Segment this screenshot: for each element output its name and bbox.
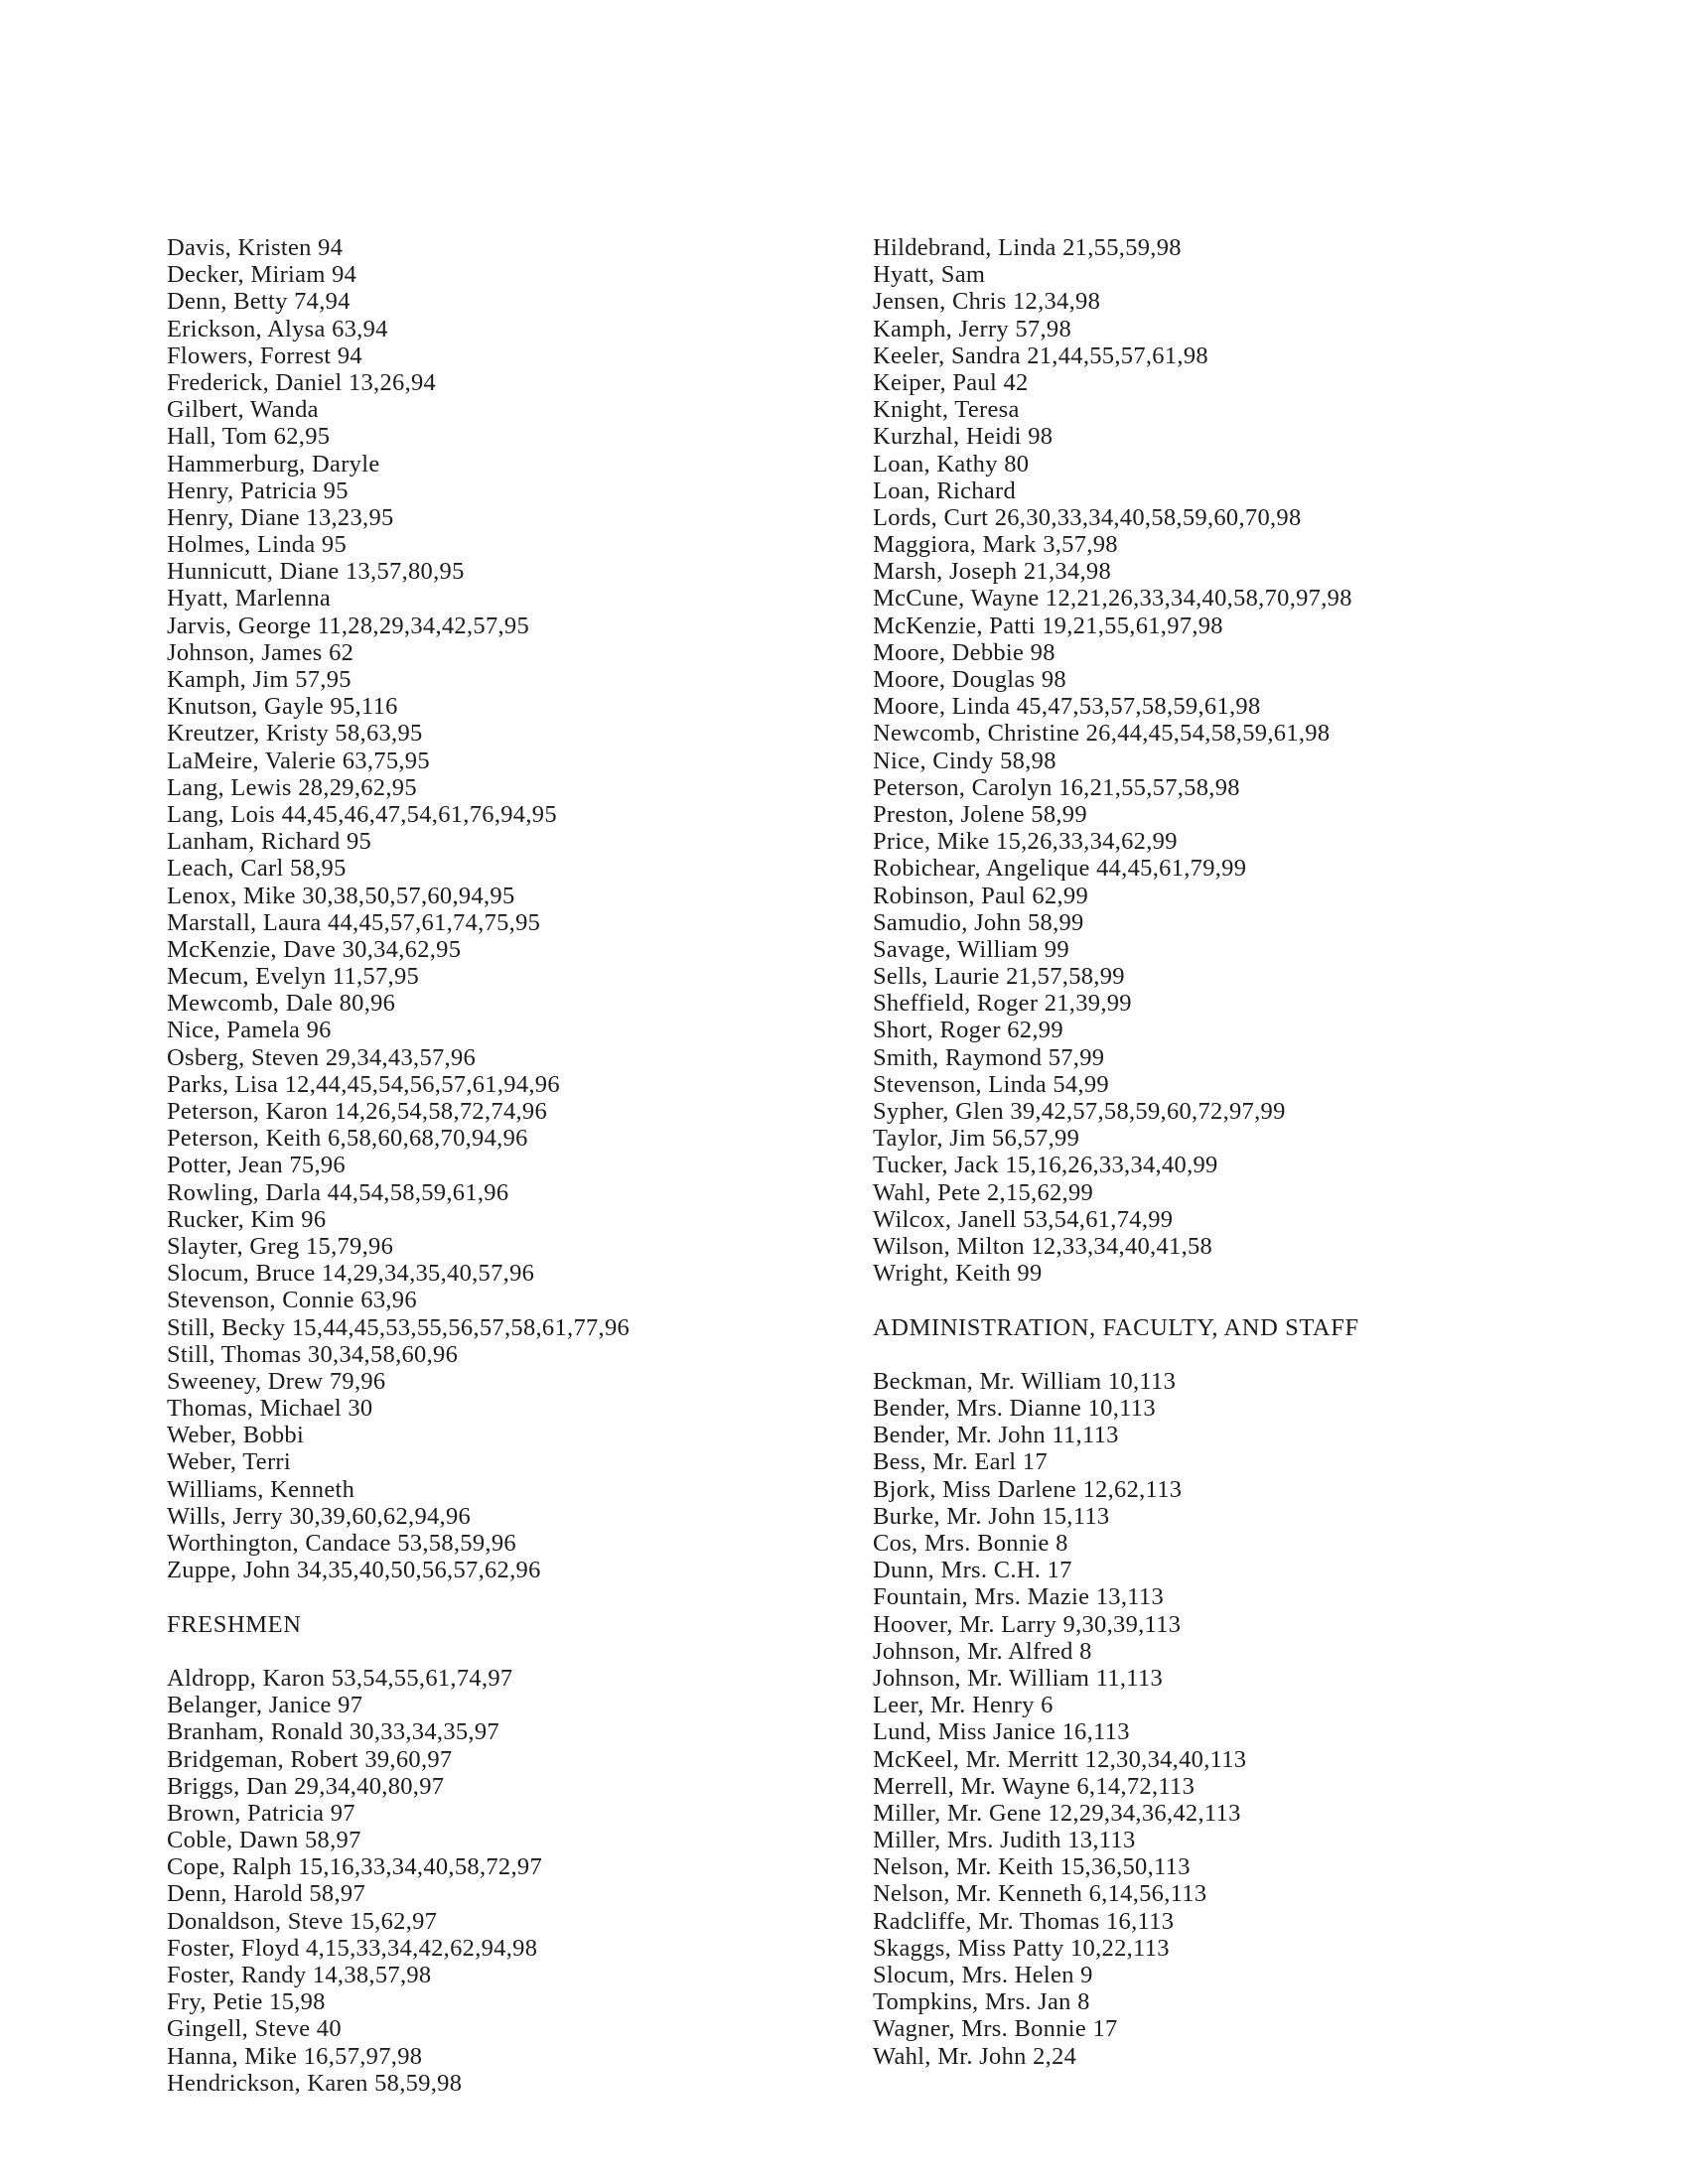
index-entry: Short, Roger 62,99 [873, 1017, 1063, 1044]
index-entry: Sweeney, Drew 79,96 [167, 1367, 386, 1395]
index-entry: Peterson, Carolyn 16,21,55,57,58,98 [873, 773, 1240, 801]
index-entry: Leer, Mr. Henry 6 [873, 1692, 1054, 1719]
index-entry: Thomas, Michael 30 [167, 1395, 373, 1423]
index-entry: Lang, Lois 44,45,46,47,54,61,76,94,95 [167, 800, 557, 828]
index-entry: Lund, Miss Janice 16,113 [873, 1718, 1130, 1746]
index-entry: Wills, Jerry 30,39,60,62,94,96 [167, 1502, 472, 1530]
index-entry: Leach, Carl 58,95 [167, 855, 347, 883]
index-entry: Keeler, Sandra 21,44,55,57,61,98 [873, 341, 1208, 369]
index-entry: Bess, Mr. Earl 17 [873, 1448, 1048, 1476]
index-entry: Holmes, Linda 95 [167, 531, 348, 559]
index-entry: McCune, Wayne 12,21,26,33,34,40,58,70,97,98 [873, 585, 1352, 613]
index-entry: Lang, Lewis 28,29,62,95 [167, 773, 417, 801]
index-entry: McKenzie, Patti 19,21,55,61,97,98 [873, 612, 1223, 639]
index-entry: Foster, Floyd 4,15,33,34,42,62,94,98 [167, 1934, 538, 1962]
index-entry: Wagner, Mrs. Bonnie 17 [873, 2015, 1118, 2043]
index-entry: Johnson, James 62 [167, 638, 354, 666]
index-entry: Loan, Richard [873, 477, 1017, 504]
index-entry: Flowers, Forrest 94 [167, 341, 362, 369]
index-entry: Denn, Betty 74,94 [167, 288, 351, 316]
index-entry: Nice, Pamela 96 [167, 1017, 332, 1044]
spacer [873, 1341, 1627, 1368]
index-entry: Zuppe, John 34,35,40,50,56,57,62,96 [167, 1557, 541, 1584]
section-heading-freshmen: FRESHMEN [167, 1610, 302, 1638]
index-entry: Cos, Mrs. Bonnie 8 [873, 1530, 1068, 1557]
index-entry: Hyatt, Marlenna [167, 585, 332, 613]
index-entry: Denn, Harold 58,97 [167, 1880, 366, 1908]
index-entry: Hunnicutt, Diane 13,57,80,95 [167, 558, 465, 586]
index-entry: Sells, Laurie 21,57,58,99 [873, 963, 1125, 991]
index-entry: Lords, Curt 26,30,33,34,40,58,59,60,70,98 [873, 503, 1302, 531]
index-entry: Donaldson, Steve 15,62,97 [167, 1907, 438, 1935]
spacer [167, 1638, 842, 1665]
index-entry: Merrell, Mr. Wayne 6,14,72,113 [873, 1772, 1196, 1800]
index-entry: Parks, Lisa 12,44,45,54,56,57,61,94,96 [167, 1070, 560, 1098]
index-entry: Hildebrand, Linda 21,55,59,98 [873, 234, 1182, 261]
index-entry: Stevenson, Connie 63,96 [167, 1287, 417, 1314]
index-entry: Belanger, Janice 97 [167, 1692, 363, 1719]
index-entry: Taylor, Jim 56,57,99 [873, 1125, 1080, 1153]
index-entry: Wilson, Milton 12,33,34,40,41,58 [873, 1232, 1213, 1260]
index-entry: Henry, Patricia 95 [167, 477, 349, 504]
index-entry: Hyatt, Sam [873, 261, 986, 289]
index-entry: Johnson, Mr. William 11,113 [873, 1664, 1164, 1692]
index-entry: Sheffield, Roger 21,39,99 [873, 990, 1132, 1018]
index-entry: Rucker, Kim 96 [167, 1205, 327, 1233]
index-entry: Marsh, Joseph 21,34,98 [873, 558, 1112, 586]
index-entry: Bender, Mr. John 11,113 [873, 1422, 1119, 1449]
index-entry: Dunn, Mrs. C.H. 17 [873, 1557, 1072, 1584]
index-entry: Bridgeman, Robert 39,60,97 [167, 1745, 453, 1773]
index-entry: Kurzhal, Heidi 98 [873, 423, 1054, 451]
index-entry: Weber, Terri [167, 1448, 291, 1476]
index-entry: Radcliffe, Mr. Thomas 16,113 [873, 1907, 1175, 1935]
index-entry: Price, Mike 15,26,33,34,62,99 [873, 828, 1178, 856]
spacer [873, 1287, 1627, 1313]
index-entry: McKeel, Mr. Merritt 12,30,34,40,113 [873, 1745, 1247, 1773]
index-entry: Williams, Kenneth [167, 1475, 355, 1503]
index-entry: Foster, Randy 14,38,57,98 [167, 1962, 432, 1988]
index-entry: Erickson, Alysa 63,94 [167, 315, 388, 342]
index-entry: Savage, William 99 [873, 935, 1069, 963]
index-entry: Kreutzer, Kristy 58,63,95 [167, 720, 423, 748]
index-entry: Lenox, Mike 30,38,50,57,60,94,95 [167, 882, 515, 909]
right-group-1 [873, 234, 1627, 1287]
index-entry: Aldropp, Karon 53,54,55,61,74,97 [167, 1664, 513, 1692]
index-entry: Wilcox, Janell 53,54,61,74,99 [873, 1205, 1174, 1233]
index-entry: Robichear, Angelique 44,45,61,79,99 [873, 855, 1247, 883]
index-entry: Nelson, Mr. Kenneth 6,14,56,113 [873, 1880, 1207, 1908]
index-entry: Lanham, Richard 95 [167, 828, 372, 856]
index-entry: Slocum, Bruce 14,29,34,35,40,57,96 [167, 1260, 535, 1288]
index-entry: Brown, Patricia 97 [167, 1799, 355, 1827]
index-entry: Gingell, Steve 40 [167, 2015, 342, 2043]
index-entry: Sypher, Glen 39,42,57,58,59,60,72,97,99 [873, 1098, 1286, 1125]
index-entry: Hall, Tom 62,95 [167, 423, 331, 451]
index-entry: Nelson, Mr. Keith 15,36,50,113 [873, 1853, 1191, 1881]
index-entry: Skaggs, Miss Patty 10,22,113 [873, 1934, 1170, 1962]
index-entry: Hoover, Mr. Larry 9,30,39,113 [873, 1610, 1182, 1638]
index-entry: Slocum, Mrs. Helen 9 [873, 1962, 1093, 1988]
index-entry: Moore, Linda 45,47,53,57,58,59,61,98 [873, 693, 1261, 721]
index-entry: Newcomb, Christine 26,44,45,54,58,59,61,98 [873, 720, 1331, 748]
index-entry: Moore, Douglas 98 [873, 666, 1066, 693]
index-entry: Branham, Ronald 30,33,34,35,97 [167, 1718, 499, 1746]
right-column [873, 234, 1627, 2070]
index-entry: Hammerburg, Daryle [167, 450, 380, 478]
index-entry: Davis, Kristen 94 [167, 234, 344, 261]
index-entry: Worthington, Candace 53,58,59,96 [167, 1530, 516, 1557]
index-entry: Kamph, Jim 57,95 [167, 666, 352, 693]
index-entry: Jensen, Chris 12,34,98 [873, 288, 1101, 316]
left-column [167, 234, 842, 2097]
index-entry: Burke, Mr. John 15,113 [873, 1502, 1110, 1530]
index-entry: Still, Becky 15,44,45,53,55,56,57,58,61,77,96 [167, 1313, 631, 1341]
index-entry: Wahl, Mr. John 2,24 [873, 2042, 1077, 2070]
index-entry: McKenzie, Dave 30,34,62,95 [167, 935, 462, 963]
index-entry: Frederick, Daniel 13,26,94 [167, 368, 437, 396]
spacer [167, 1583, 842, 1610]
index-entry: Miller, Mrs. Judith 13,113 [873, 1827, 1136, 1854]
index-entry: Samudio, John 58,99 [873, 908, 1084, 936]
index-entry: Wahl, Pete 2,15,62,99 [873, 1178, 1094, 1206]
index-entry: Potter, Jean 75,96 [167, 1152, 346, 1179]
index-entry: Keiper, Paul 42 [873, 368, 1029, 396]
index-entry: Beckman, Mr. William 10,113 [873, 1367, 1177, 1395]
index-entry: Maggiora, Mark 3,57,98 [873, 531, 1118, 559]
index-entry: Robinson, Paul 62,99 [873, 882, 1088, 909]
index-entry: Smith, Raymond 57,99 [873, 1043, 1105, 1071]
index-entry: Mecum, Evelyn 11,57,95 [167, 963, 420, 991]
index-entry: Preston, Jolene 58,99 [873, 800, 1087, 828]
index-entry: Peterson, Keith 6,58,60,68,70,94,96 [167, 1125, 528, 1153]
index-entry: Tompkins, Mrs. Jan 8 [873, 1988, 1090, 2016]
index-entry: Nice, Cindy 58,98 [873, 747, 1056, 774]
index-entry: Mewcomb, Dale 80,96 [167, 990, 396, 1018]
index-entry: Fountain, Mrs. Mazie 13,113 [873, 1583, 1164, 1611]
index-entry: Knutson, Gayle 95,116 [167, 693, 398, 721]
index-entry: Hanna, Mike 16,57,97,98 [167, 2042, 423, 2070]
index-entry: Tucker, Jack 15,16,26,33,34,40,99 [873, 1152, 1218, 1179]
index-entry: Hendrickson, Karen 58,59,98 [167, 2069, 463, 2097]
index-entry: Coble, Dawn 58,97 [167, 1827, 361, 1854]
section-heading-administration: ADMINISTRATION, FACULTY, AND STAFF [873, 1313, 1359, 1341]
left-group-1 [167, 234, 842, 1583]
index-entry: Briggs, Dan 29,34,40,80,97 [167, 1772, 445, 1800]
right-group-2 [873, 1368, 1627, 2070]
index-entry: Jarvis, George 11,28,29,34,42,57,95 [167, 612, 530, 639]
index-entry: Bender, Mrs. Dianne 10,113 [873, 1395, 1156, 1423]
index-entry: Cope, Ralph 15,16,33,34,40,58,72,97 [167, 1853, 542, 1881]
index-entry: Loan, Kathy 80 [873, 450, 1030, 478]
index-entry: LaMeire, Valerie 63,75,95 [167, 747, 430, 774]
index-entry: Weber, Bobbi [167, 1422, 305, 1449]
index-entry: Miller, Mr. Gene 12,29,34,36,42,113 [873, 1799, 1241, 1827]
index-entry: Knight, Teresa [873, 396, 1020, 424]
index-entry: Slayter, Greg 15,79,96 [167, 1232, 394, 1260]
index-entry: Wright, Keith 99 [873, 1260, 1043, 1288]
index-entry: Fry, Petie 15,98 [167, 1988, 326, 2016]
index-entry: Gilbert, Wanda [167, 396, 319, 424]
index-entry: Osberg, Steven 29,34,43,57,96 [167, 1043, 477, 1071]
index-entry: Rowling, Darla 44,54,58,59,61,96 [167, 1178, 509, 1206]
index-entry: Still, Thomas 30,34,58,60,96 [167, 1340, 459, 1368]
left-group-2 [167, 1665, 842, 2097]
index-entry: Johnson, Mr. Alfred 8 [873, 1637, 1092, 1665]
index-entry: Bjork, Miss Darlene 12,62,113 [873, 1475, 1183, 1503]
index-entry: Marstall, Laura 44,45,57,61,74,75,95 [167, 908, 541, 936]
index-entry: Peterson, Karon 14,26,54,58,72,74,96 [167, 1098, 548, 1125]
index-entry: Kamph, Jerry 57,98 [873, 315, 1072, 342]
index-entry: Moore, Debbie 98 [873, 638, 1055, 666]
index-entry: Henry, Diane 13,23,95 [167, 503, 394, 531]
index-entry: Decker, Miriam 94 [167, 261, 357, 289]
index-entry: Stevenson, Linda 54,99 [873, 1070, 1109, 1098]
